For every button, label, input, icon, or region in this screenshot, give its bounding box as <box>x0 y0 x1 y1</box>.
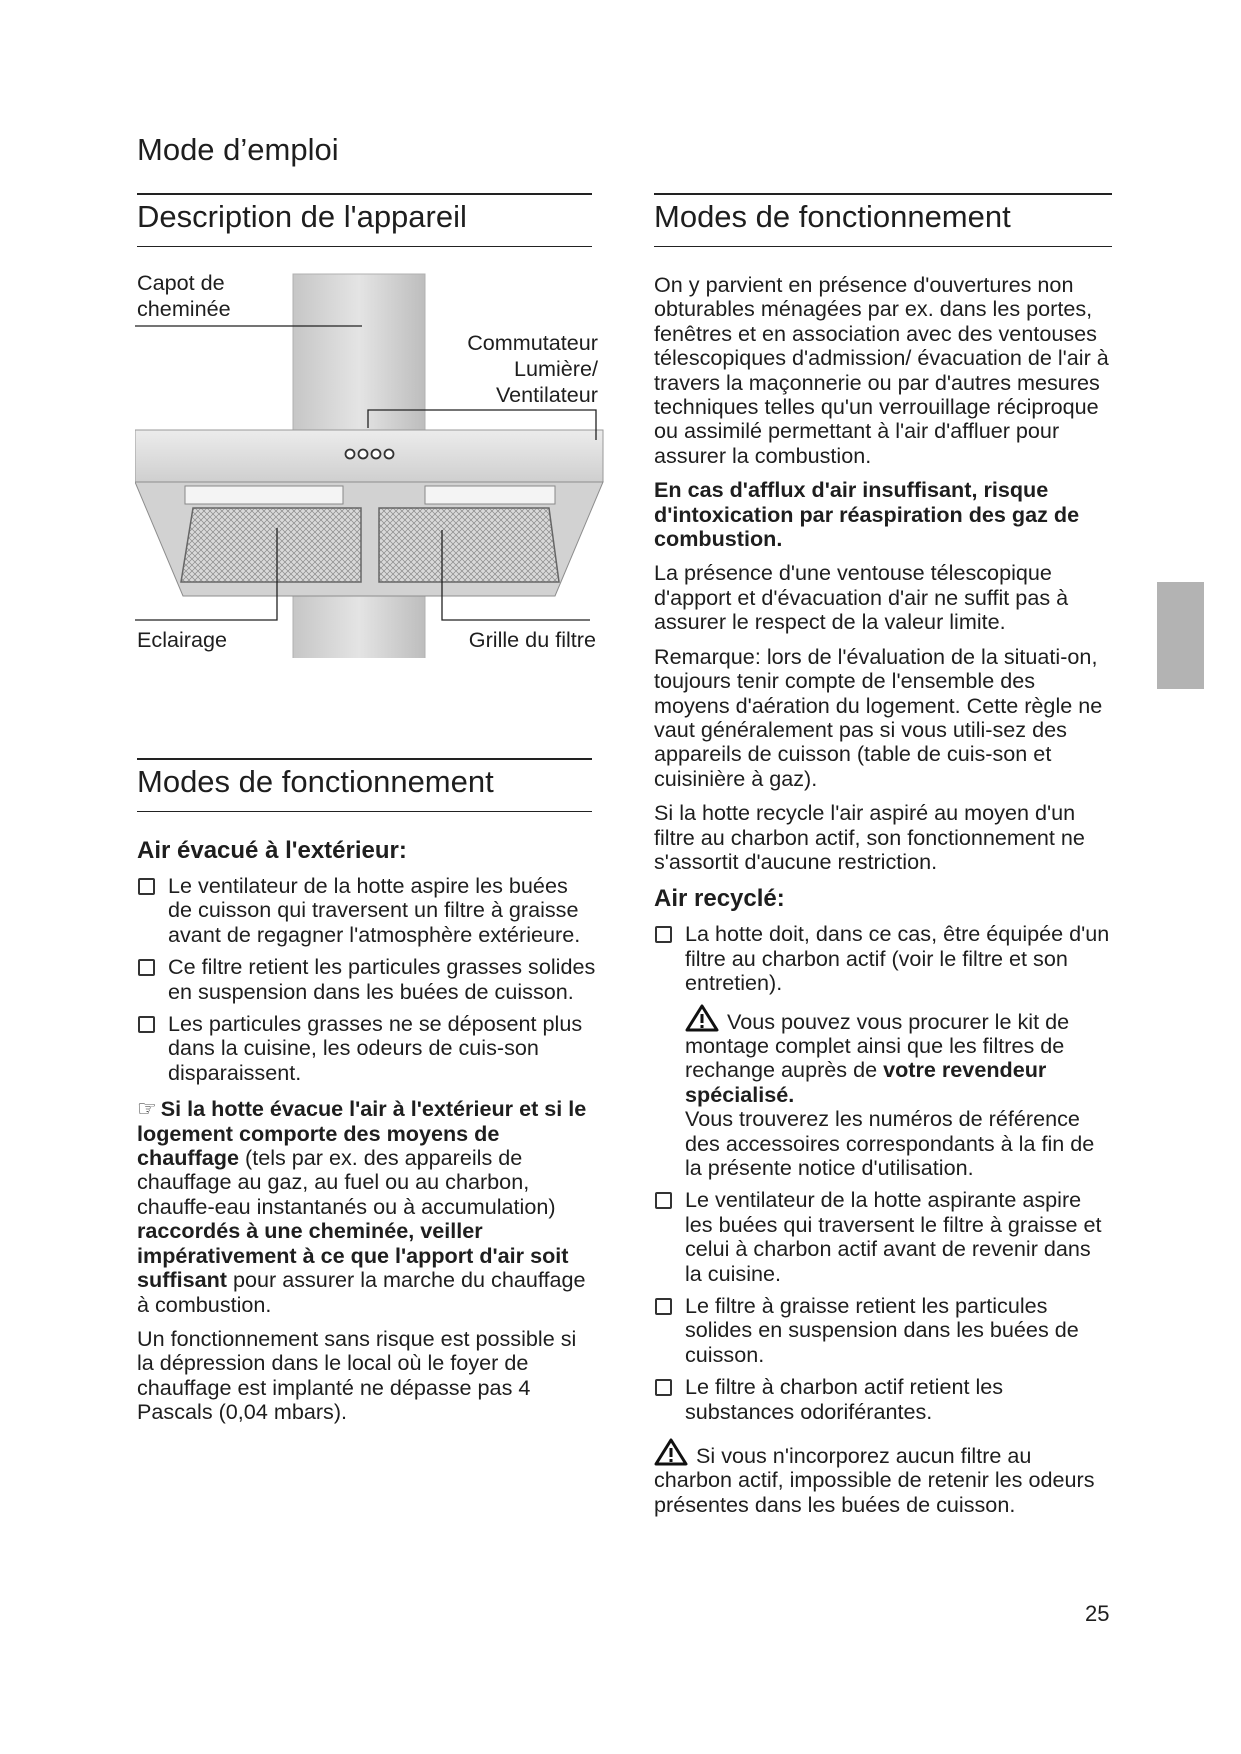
control-button-icon <box>346 450 355 459</box>
checkbox-bullet-icon <box>655 1192 672 1209</box>
page-title: Mode d’emploi <box>137 132 339 167</box>
air-recycle-heading: Air recyclé: <box>654 885 785 913</box>
control-button-icon <box>359 450 368 459</box>
list-item <box>137 955 597 1004</box>
filter-grille-right <box>379 508 559 582</box>
note-bold-1: Si la hotte évacue l'air à l'extérieur et si le logement comporte des moyens de chauffage <box>137 1096 587 1171</box>
checkbox-bullet-icon <box>655 1379 672 1396</box>
list-item <box>654 922 1112 995</box>
section-title-modes-left: Modes de fonctionnement <box>137 764 494 799</box>
paragraph-pressure: Un fonctionnement sans risque est possible si la dépression dans le local où le foyer de chauffage est implanté ne dépasse pas 4 Pascals (0,04 mbars). <box>137 1325 577 1425</box>
pointing-hand-icon: ☞ <box>137 1096 157 1122</box>
warning-kit-text: Vous pouvez vous procurer le kit de montage complet ainsi que les filtres de rechange auprès de <box>685 1008 1070 1083</box>
paragraph-remarque: Remarque: lors de l'évaluation de la situati-on, toujours tenir compte de l'ensemble des moyens d'aération du logement. Cette règle ne vaut généralement pas si vous utili-sez des appareils de cuisson (table de cuis-son et cuisinière à gaz). <box>654 643 1103 791</box>
rule-section2-bottom <box>137 811 592 812</box>
warning-bold-text: En cas d'afflux d'air insuffisant, risque d'intoxication par réaspiration des gaz de combustion. <box>654 477 1080 552</box>
warning-kit-bold: votre revendeur spécialisé. <box>685 1057 1047 1107</box>
warning-kit <box>654 1004 1112 1181</box>
paragraph-openings: On y parvient en présence d'ouvertures non obturables ménagées par ex. dans les portes, fenêtres et en association avec des ventouses télescopiques d'admission/ évacuation de l'air à travers la maçonnerie ou par d'autres mesures techniques telles qu'un verrouillage réciproque ou assimilé permettant à l'air d'affluer pour assurer la combustion. <box>654 272 1109 468</box>
checkbox-bullet-icon <box>655 1298 672 1315</box>
checkbox-bullet-icon <box>138 1016 155 1033</box>
range-hood-illustration <box>135 268 605 658</box>
paragraph-warning-bold <box>654 478 1112 551</box>
canopy-front <box>135 430 603 482</box>
label-commutateur: Commutateur Lumière/ Ventilateur <box>440 330 598 408</box>
rule-bottom-left <box>137 246 592 247</box>
section-title-description: Description de l'appareil <box>137 199 467 234</box>
list-item-text: Ce filtre retient les particules grasses solides en suspension dans les buées de cuisson. <box>168 954 596 1004</box>
left-body <box>137 836 597 1435</box>
label-grille-filtre: Grille du filtre <box>468 627 596 652</box>
checkbox-bullet-icon <box>655 926 672 943</box>
chapter-tab-marker <box>1157 582 1204 689</box>
list-item <box>654 1188 1112 1286</box>
list-item <box>654 1375 1112 1424</box>
warning-triangle-icon <box>654 1438 688 1466</box>
warning-no-charcoal <box>654 1438 1112 1517</box>
page-number: 25 <box>1085 1601 1110 1626</box>
hood-diagram <box>135 268 605 658</box>
list-item-text: Le filtre à charbon actif retient les substances odoriférantes. <box>685 1374 1004 1424</box>
air-evacue-heading: Air évacué à l'extérieur: <box>137 837 407 864</box>
heating-note <box>137 1097 597 1317</box>
list-item <box>137 1012 597 1085</box>
checkbox-bullet-icon <box>138 878 155 895</box>
label-eclairage: Eclairage <box>137 627 228 652</box>
warning-triangle-icon <box>685 1004 719 1032</box>
rule-top-left <box>137 193 592 195</box>
label-capot-cheminee: Capot de cheminée <box>137 270 231 321</box>
list-item-text: Le ventilateur de la hotte aspire les buées de cuisson qui traversent un filtre à graisse avant de regagner l'atmosphère extérieure. <box>168 873 581 947</box>
list-item-text: Le ventilateur de la hotte aspirante aspire les buées qui traversent le filtre à graisse et celui à charbon actif avant de revenir dans la cuisine. <box>685 1187 1102 1286</box>
control-button-icon <box>372 450 381 459</box>
rule-section2-top <box>137 758 592 760</box>
list-item-text: Le filtre à graisse retient les particules solides en suspension dans les buées de cuisson. <box>685 1293 1079 1367</box>
note-text-1: (tels par ex. des appareils de chauffage au gaz, au fuel ou au charbon, chauffe-eau instantanés ou à accumulation) <box>137 1145 556 1219</box>
list-item-text: La hotte doit, dans ce cas, être équipée d'un filtre au charbon actif (voir le filtre et son entretien). <box>685 921 1110 996</box>
light-strip-right <box>425 486 555 504</box>
section-title-modes-right: Modes de fonctionnement <box>654 199 1011 234</box>
list-item-text: Les particules grasses ne se déposent plus dans la cuisine, les odeurs de cuis-son disparaissent. <box>168 1011 583 1085</box>
warning-kit-text-2: Vous trouverez les numéros de référence des accessoires correspondants à la fin de la présente notice d'utilisation. <box>685 1106 1095 1180</box>
right-body <box>654 273 1112 1527</box>
paragraph-ventouse: La présence d'une ventouse télescopique d'apport et d'évacuation d'air ne suffit pas à assurer le respect de la valeur limite. <box>654 560 1069 635</box>
control-button-icon <box>385 450 394 459</box>
filter-grille-left <box>181 508 361 582</box>
rule-bottom-right <box>654 246 1112 247</box>
paragraph-recycle: Si la hotte recycle l'air aspiré au moyen d'un filtre au charbon actif, son fonctionnement ne s'assortit d'aucune restriction. <box>654 800 1085 874</box>
note-bold-2: raccordés à une cheminée, veiller impérativement à ce que l'apport d'air soit suffisant <box>137 1218 569 1293</box>
note-text-2: pour assurer la marche du chauffage à combustion. <box>137 1267 586 1317</box>
rule-top-right <box>654 193 1112 195</box>
list-item <box>654 1294 1112 1367</box>
light-strip-left <box>185 486 343 504</box>
checkbox-bullet-icon <box>138 959 155 976</box>
warning-no-charcoal-text: Si vous n'incorporez aucun filtre au charbon actif, impossible de retenir les odeurs présentes dans les buées de cuisson. <box>654 1443 1095 1517</box>
list-item <box>137 874 597 947</box>
